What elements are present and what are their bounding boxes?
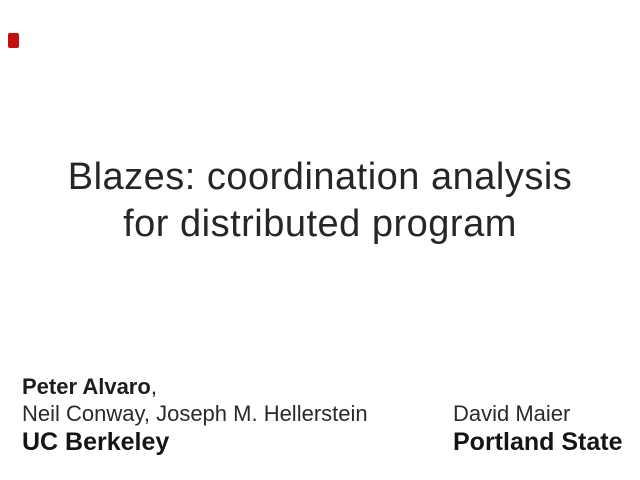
title-line-1: Blazes: coordination analysis — [67, 156, 573, 198]
authors-secondary-names: Neil Conway, Joseph M. Hellerstein — [22, 401, 368, 426]
slide-title — [0, 154, 640, 248]
author-primary-suffix: , — [150, 374, 157, 399]
red-marker — [8, 33, 19, 48]
affiliation-right: Portland State — [453, 428, 623, 456]
authors-left-block — [22, 373, 368, 457]
author-primary-line — [22, 373, 368, 400]
author-right-name: David Maier — [453, 401, 571, 426]
title-line-2: for distributed program — [123, 203, 517, 245]
authors-right-block — [453, 400, 622, 457]
affiliation-left: UC Berkeley — [22, 428, 170, 456]
author-primary-name: Peter Alvaro — [22, 374, 151, 399]
